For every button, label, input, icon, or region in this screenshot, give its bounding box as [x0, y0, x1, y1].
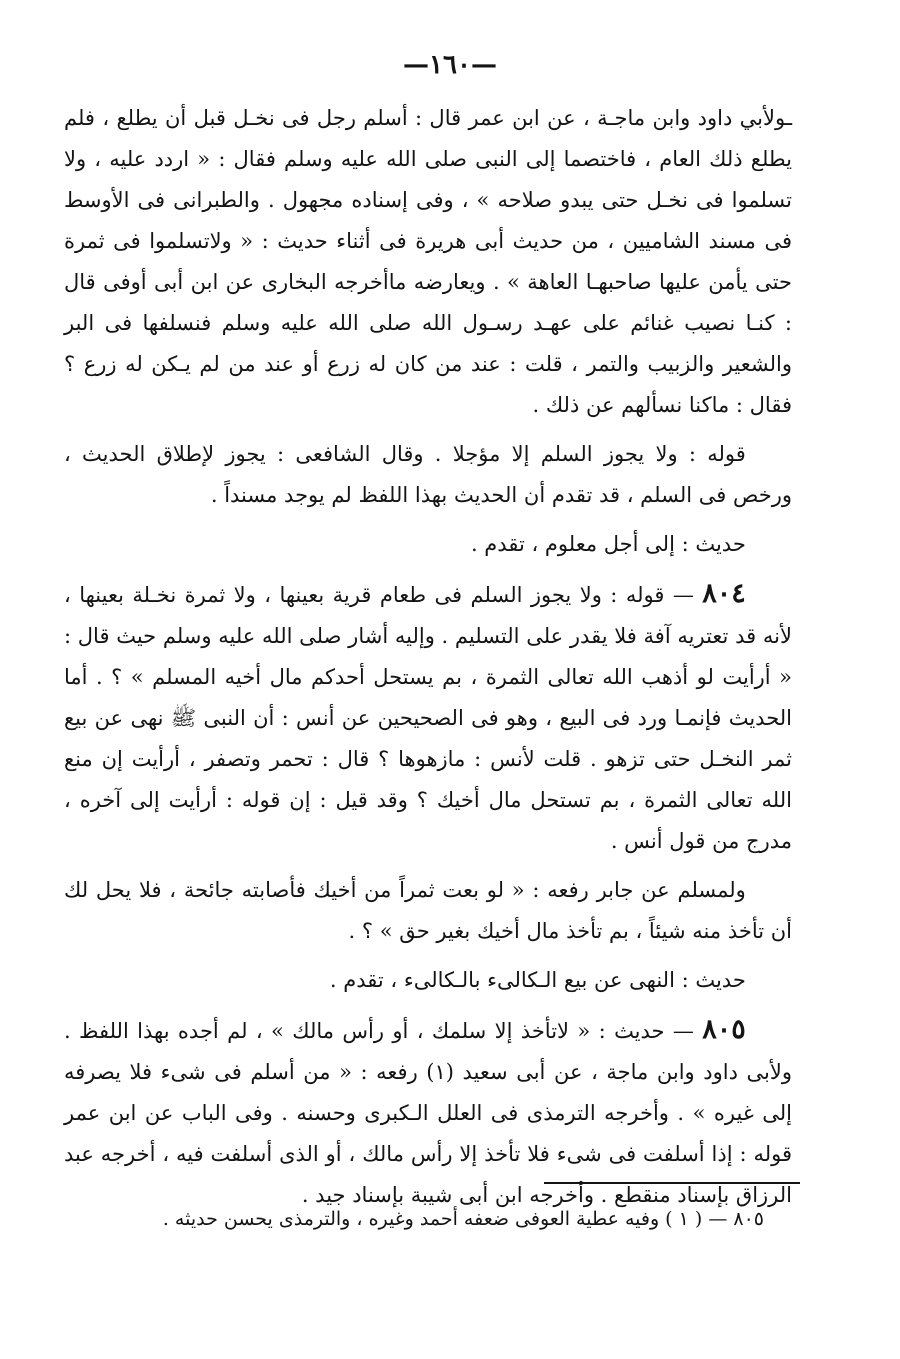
text-line: — حديث : « لاتأخذ إلا سلمك ، أو رأس مالك » ، لم أجده بهذا اللفظ . ولأبى	[64, 1019, 792, 1084]
text-line: مال أخيك ؟ وقد قيل : إن قوله : أرأيت إلى آخره ، مدرج من قول أنس .	[64, 788, 792, 853]
text-line: ذلك العام ، فاختصما إلى النبى صلى الله عليه وسلم فقال : « اردد عليه ، ولا تسلموا فى نخـل	[64, 147, 792, 212]
text-line: لو أذهب الله تعالى الثمرة ، بم يستحل أحدكم مال أخيه المسلم » ؟ . أما الحديث فإنمـا ورد	[64, 665, 792, 730]
text-line: فى البيع ، وهو فى الصحيحين عن أنس : أن النبى ﷺ نهى عن بيع ثمر النخـل حتى تزهو .	[64, 706, 793, 771]
paragraph-1	[64, 98, 792, 426]
page-number: —١٦٠—	[403, 50, 497, 80]
entry-805	[64, 1009, 792, 1216]
text-line: فى السلم ، قد تقدم أن الحديث بهذا اللفظ لم يوجد مسنداً .	[210, 483, 727, 507]
text-line: داود وابن ماجة ، عن أبى سعيد (١) رفعه : « من أسلم فى شىء فلا يصرفه إلى غيره » .	[64, 1060, 793, 1125]
text-line: وأخرجه الترمذى فى العلل الـكبرى وحسنه . وفى الباب عن ابن عمر قوله : إذا أسلفت فى	[64, 1101, 792, 1166]
paragraph-5	[64, 870, 792, 952]
text-line: ويعارضه ماأخرجه البخارى عن ابن أبى أوفى قال : كنـا نصيب غنائم على عهـد رسـول الله	[64, 270, 792, 335]
entry-804	[64, 573, 792, 862]
text-line: حديث : النهى عن بيع الـكالىء بالـكالىء ، تقدم .	[329, 968, 746, 992]
page-body	[64, 98, 792, 1224]
paragraph-3	[64, 524, 792, 565]
text-line: منه شيئاً ، بم تأخذ مال أخيك بغير حق » ؟ .	[348, 919, 722, 943]
text-line: — قوله : ولا يجوز السلم فى طعام قرية بعينها ، ولا ثمرة نخـلة بعينها ، لأنه	[64, 583, 792, 648]
text-line: حتى يبدو صلاحه » ، وفى إسناده مجهول . والطبرانى فى الأوسط فى مسند الشاميين ، من	[64, 188, 792, 253]
text-line: أو عند من لم يـكن له زرع ؟ فقال : ماكنا نسألهم عن ذلك .	[64, 352, 792, 417]
text-line: ـولأبي داود وابن ماجـة ، عن ابن عمر قال : أسلم رجل فى نخـل قبل أن يطلع ، فلم يطلع	[64, 106, 792, 171]
text-line: وأخرجه ابن أبى شيبة بإسناد جيد .	[301, 1183, 594, 1207]
text-line: صلى الله عليه وسلم فنسلفها فى البر والشعير والزبيب والتمر ، قلت : عند من كان له زرع	[64, 311, 792, 376]
text-line: حديث : إلى أجل معلوم ، تقدم .	[470, 532, 746, 556]
footnote-divider	[544, 1182, 800, 1184]
text-line: ولمسلم عن جابر رفعه : « لو بعت ثمراً من أخيك فأصابته جائحة ، فلا يحل لك أن تأخذ	[64, 878, 792, 943]
text-line: قلت لأنس : مازهوها ؟ قال : تحمر وتصفر ، أرأيت إن منع الله تعالى الثمرة ، بم تستحل	[64, 747, 792, 812]
entry-number: ٨٠٥	[702, 1014, 746, 1045]
text-line: حديث أبى هريرة فى أثناء حديث : « ولاتسلموا فى ثمرة حتى يأمن عليها صاحبهـا العاهة » .	[64, 229, 792, 294]
paragraph-2	[64, 434, 792, 516]
text-line: قوله : ولا يجوز السلم إلا مؤجلا . وقال الشافعى : يجوز لإطلاق الحديث ، ورخص	[64, 442, 792, 507]
footnote: ٨٠٥ — ( ١ ) وفيه عطية العوفى ضعفه أحمد وغيره ، والترمذى يحسن حديثه .	[162, 1208, 764, 1230]
text-line: شىء فلا تأخذ إلا رأس مالك ، أو الذى أسلفت فيه ، أخرجه عبد الرزاق بإسناد منقطع .	[64, 1142, 792, 1207]
paragraph-6	[64, 960, 792, 1001]
entry-number: ٨٠٤	[702, 578, 746, 609]
text-line: قد تعتريه آفة فلا يقدر على التسليم . وإليه أشار صلى الله عليه وسلم حيث قال : « أرأيت	[64, 624, 792, 689]
